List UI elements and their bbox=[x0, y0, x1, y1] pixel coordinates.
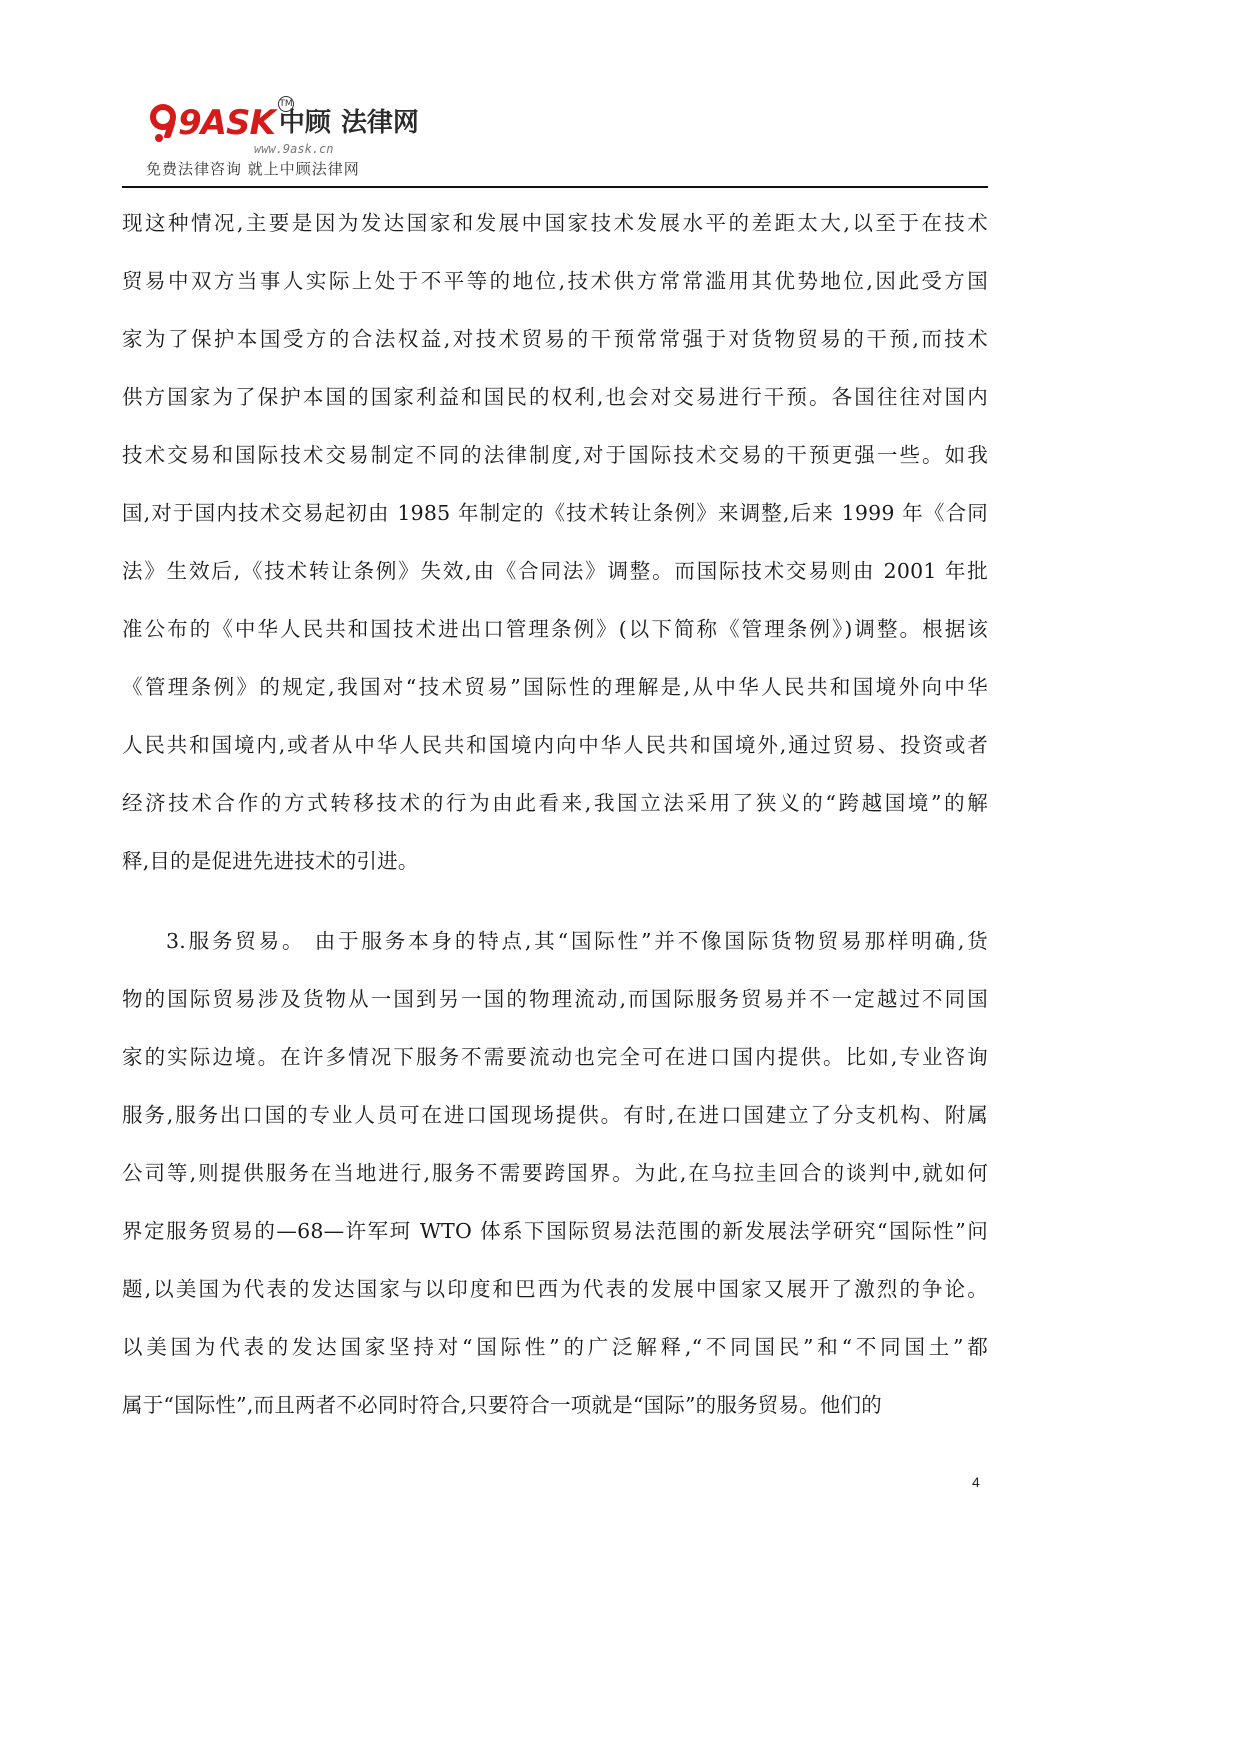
text-line: 属于“国际性”,而且两者不必同时符合,只要符合一项就是“国际”的服务贸易。他们的 bbox=[122, 1393, 882, 1417]
logo-brand-text: 中顾 bbox=[278, 108, 331, 138]
text-line: 技术交易和国际技术交易制定不同的法律制度,对于国际技术交易的干预更强一些。如我 bbox=[122, 443, 988, 467]
logo-slogan: 免费法律咨询 就上中顾法律网 bbox=[146, 160, 360, 178]
text-line: 准公布的《中华人民共和国技术进出口管理条例》(以下简称《管理条例》)调整。根据该 bbox=[122, 617, 988, 641]
logo-url: www.9ask.cn bbox=[254, 142, 334, 156]
document-body bbox=[122, 194, 988, 1434]
text-line: 法》生效后,《技术转让条例》失效,由《合同法》调整。而国际技术交易则由 2001 年批 bbox=[122, 559, 988, 583]
text-line: 经济技术合作的方式转移技术的行为由此看来,我国立法采用了狭义的“跨越国境”的解 bbox=[122, 791, 988, 815]
page-number: 4 bbox=[972, 1474, 980, 1490]
text-line: 界定服务贸易的—68—许军珂 WTO 体系下国际贸易法范围的新发展法学研究“国际性”问 bbox=[122, 1219, 988, 1243]
text-line: 家的实际边境。在许多情况下服务不需要流动也完全可在进口国内提供。比如,专业咨询 bbox=[122, 1045, 988, 1069]
text-line: 物的国际贸易涉及货物从一国到另一国的物理流动,而国际服务贸易并不一定越过不同国 bbox=[122, 987, 988, 1011]
page-header bbox=[138, 92, 1118, 182]
text-line: 《管理条例》的规定,我国对“技术贸易”国际性的理解是,从中华人民共和国境外向中华 bbox=[122, 675, 988, 699]
paragraph bbox=[122, 912, 988, 1434]
text-line: 3.服务贸易。 由于服务本身的特点,其“国际性”并不像国际货物贸易那样明确,货 bbox=[166, 929, 988, 953]
text-line: 服务,服务出口国的专业人员可在进口国现场提供。有时,在进口国建立了分支机构、附属 bbox=[122, 1103, 988, 1127]
paragraph-gap bbox=[122, 890, 988, 912]
text-line: 公司等,则提供服务在当地进行,服务不需要跨国界。为此,在乌拉圭回合的谈判中,就如何 bbox=[122, 1161, 988, 1185]
site-logo[interactable] bbox=[150, 99, 419, 143]
logo-law-text: 法律网 bbox=[340, 108, 419, 138]
paragraph bbox=[122, 194, 988, 890]
text-line: 题,以美国为代表的发达国家与以印度和巴西为代表的发展中国家又展开了激烈的争论。 bbox=[122, 1277, 988, 1301]
text-line: 贸易中双方当事人实际上处于不平等的地位,技术供方常常滥用其优势地位,因此受方国 bbox=[122, 269, 988, 293]
text-line: 供方国家为了保护本国的国家利益和国民的权利,也会对交易进行干预。各国往往对国内 bbox=[122, 385, 988, 409]
logo-magnifier-icon bbox=[150, 104, 176, 142]
text-line: 家为了保护本国受方的合法权益,对技术贸易的干预常常强于对货物贸易的干预,而技术 bbox=[122, 327, 988, 351]
header-divider bbox=[122, 186, 988, 188]
text-line: 人民共和国境内,或者从中华人民共和国境内向中华人民共和国境外,通过贸易、投资或者 bbox=[122, 733, 988, 757]
logo-ask-text: 9ASK bbox=[178, 103, 275, 143]
text-line: 现这种情况,主要是因为发达国家和发展中国家技术发展水平的差距太大,以至于在技术 bbox=[122, 211, 988, 235]
trademark-icon: TM bbox=[278, 96, 294, 112]
text-line: 国,对于国内技术交易起初由 1985 年制定的《技术转让条例》来调整,后来 1999 年《合同 bbox=[122, 501, 988, 525]
text-line: 以美国为代表的发达国家坚持对“国际性”的广泛解释,“不同国民”和“不同国土”都 bbox=[122, 1335, 988, 1359]
text-line: 释,目的是促进先进技术的引进。 bbox=[122, 849, 419, 873]
